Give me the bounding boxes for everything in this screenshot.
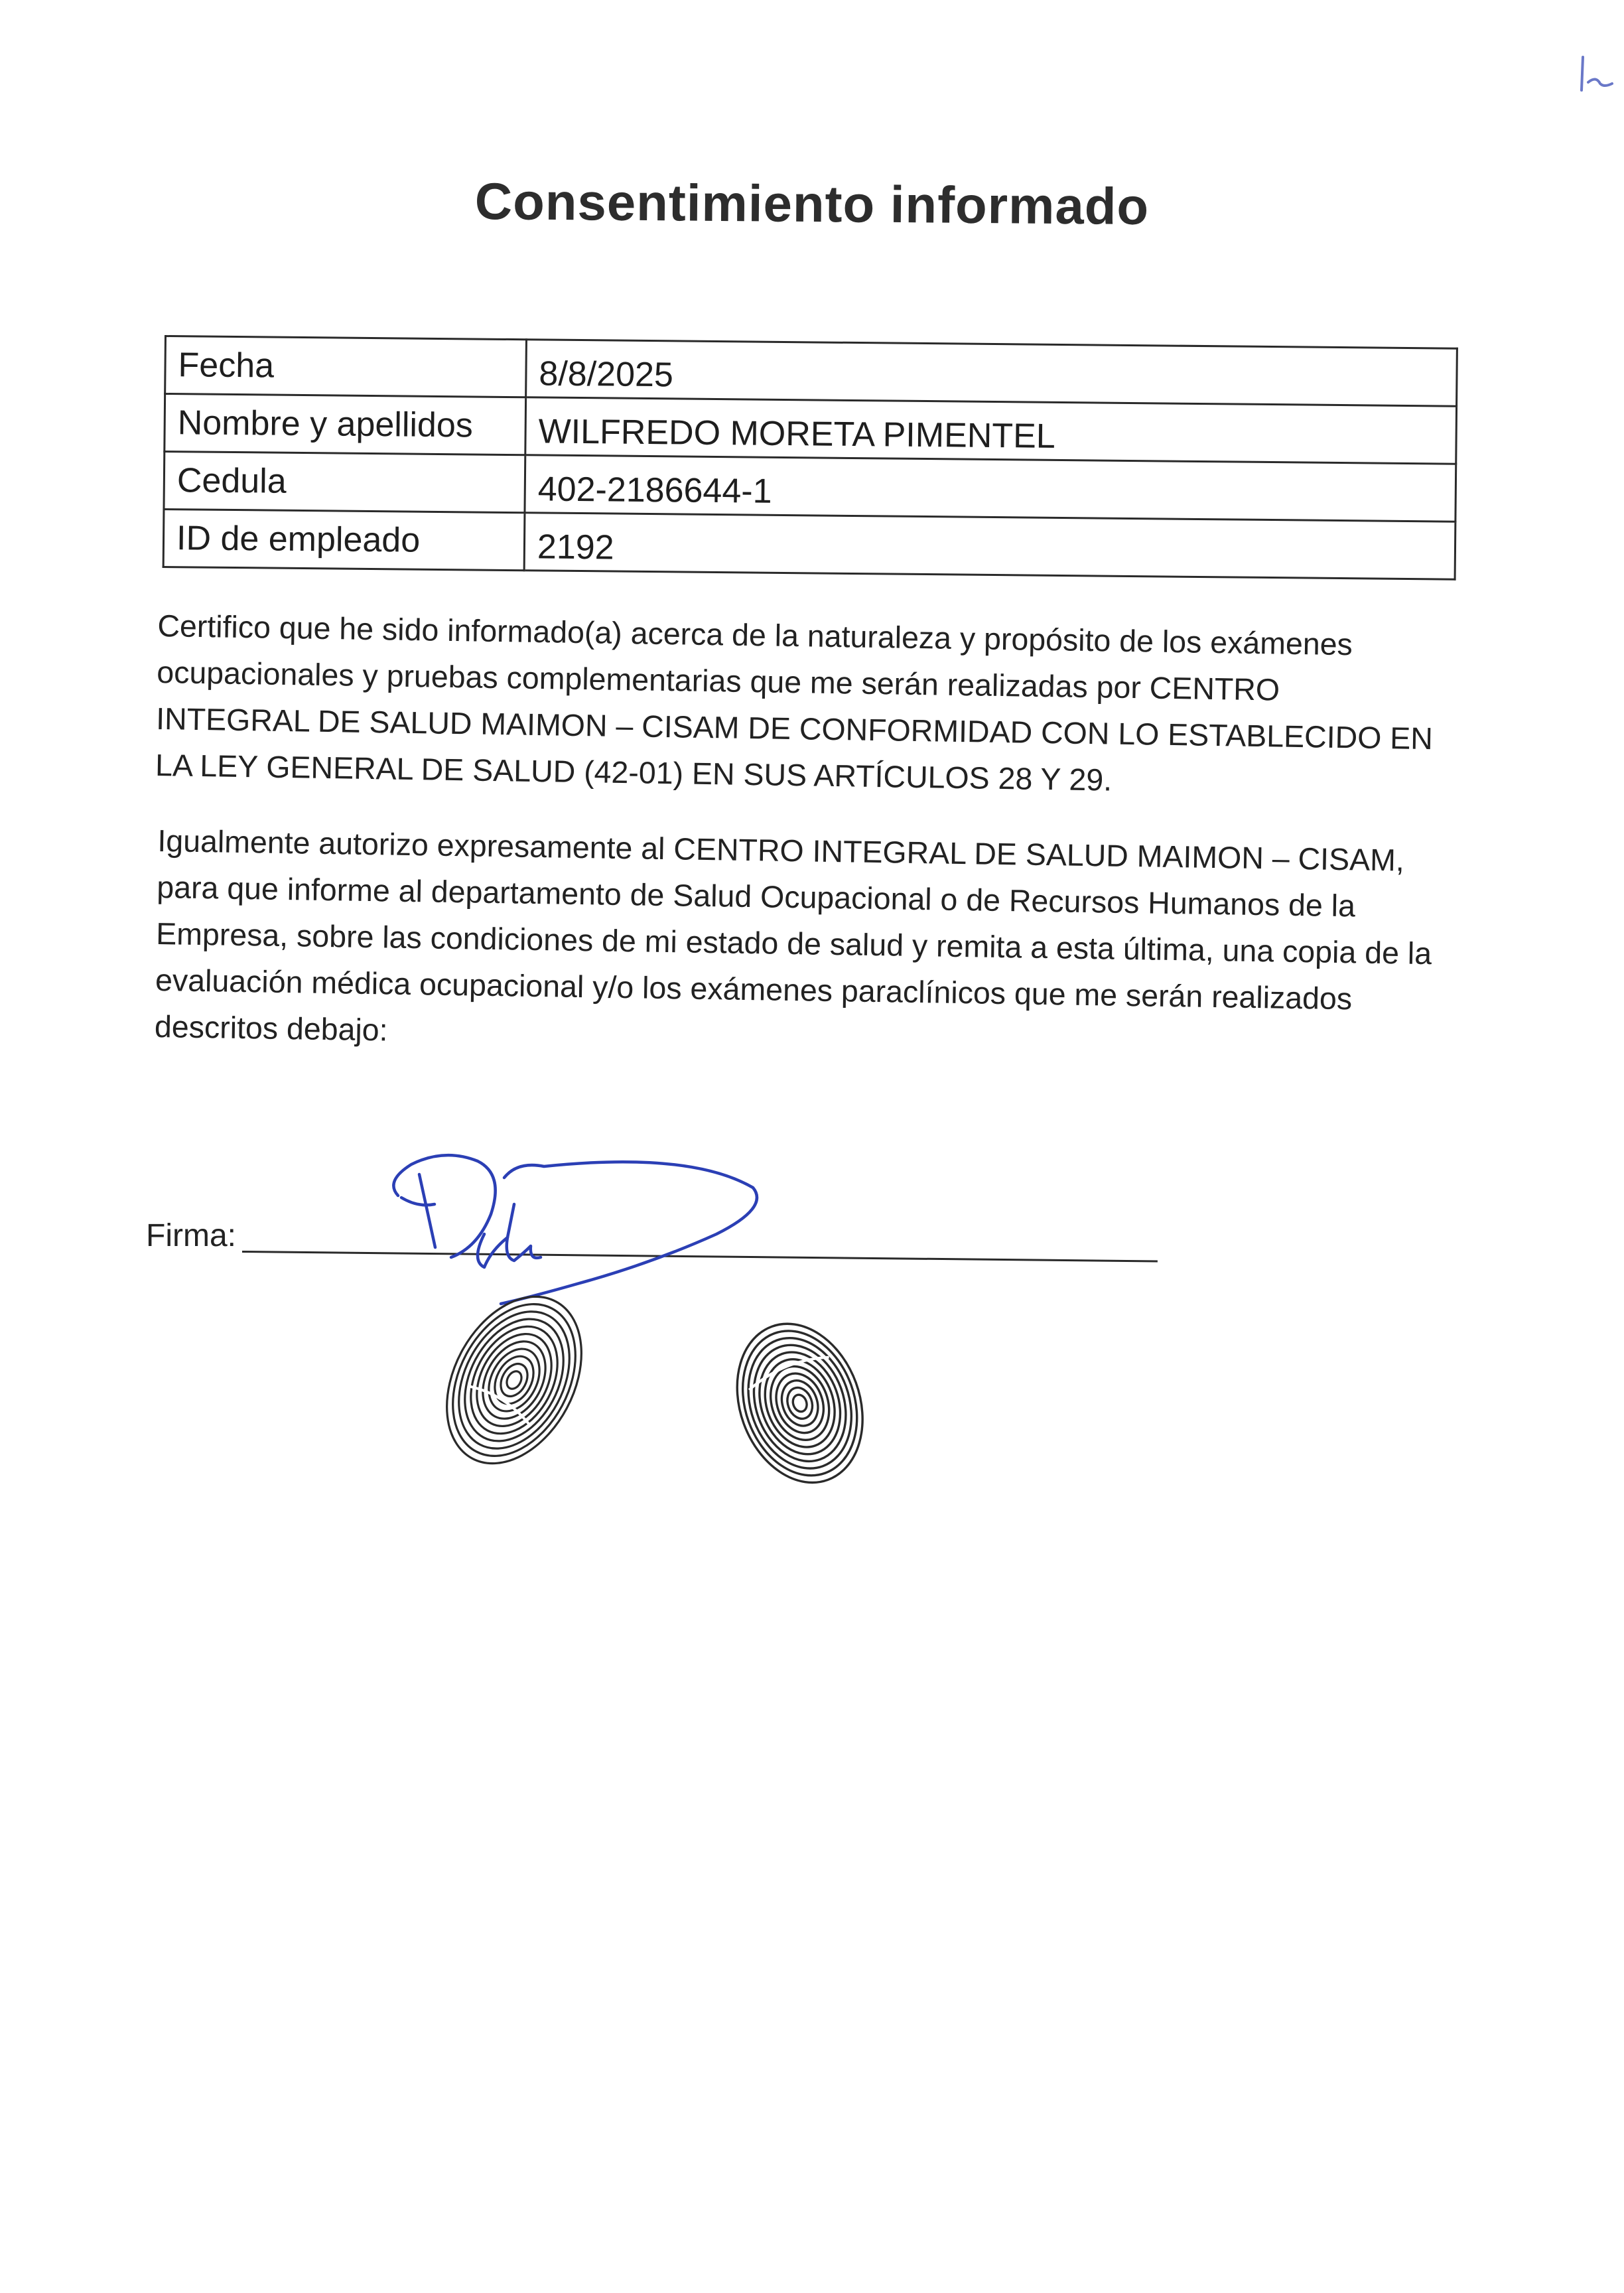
fingerprint-left: [438, 1281, 590, 1480]
field-label: ID de empleado: [163, 510, 525, 571]
field-label: Nombre y apellidos: [165, 394, 526, 455]
signature-label: Firma:: [146, 1218, 236, 1253]
field-label: Cedula: [164, 452, 525, 513]
field-value: 2192: [524, 513, 1455, 579]
fingerprint-right: [720, 1310, 879, 1493]
field-value: WILFREDO MORETA PIMENTEL: [525, 397, 1457, 464]
consent-paragraph: Certifico que he sido informado(a) acerca de la naturaleza y propósito de los exámenes ocupacionales y pruebas complementarias que me serán realizadas por CENTRO INTEGRAL DE SALUD MAIMON – CISAM DE CONFORMIDAD CON LO ESTABLECIDO EN LA LEY GENERAL DE SALUD (42-01) EN SUS ARTÍCULOS 28 Y 29.: [155, 608, 1434, 798]
handwritten-corner-mark: [1574, 52, 1620, 98]
field-label: Fecha: [165, 336, 527, 397]
authorization-paragraph: Igualmente autorizo expresamente al CENTRO INTEGRAL DE SALUD MAIMON – CISAM, para que informe al departamento de Salud Ocupacional o de Recursos Humanos de la Empresa, sobre las condiciones de mi estado de salud y remita a esta última, una copia de la evaluación médica ocupacional y/o los exámenes paraclínicos que me serán realizados descritos debajo:: [154, 823, 1432, 1048]
field-value: 402-2186644-1: [525, 455, 1456, 521]
table-row: [163, 510, 1455, 580]
document-title: Consentimiento informado: [474, 172, 1150, 236]
employee-info-table: [163, 335, 1458, 581]
field-value: 8/8/2025: [526, 340, 1457, 406]
